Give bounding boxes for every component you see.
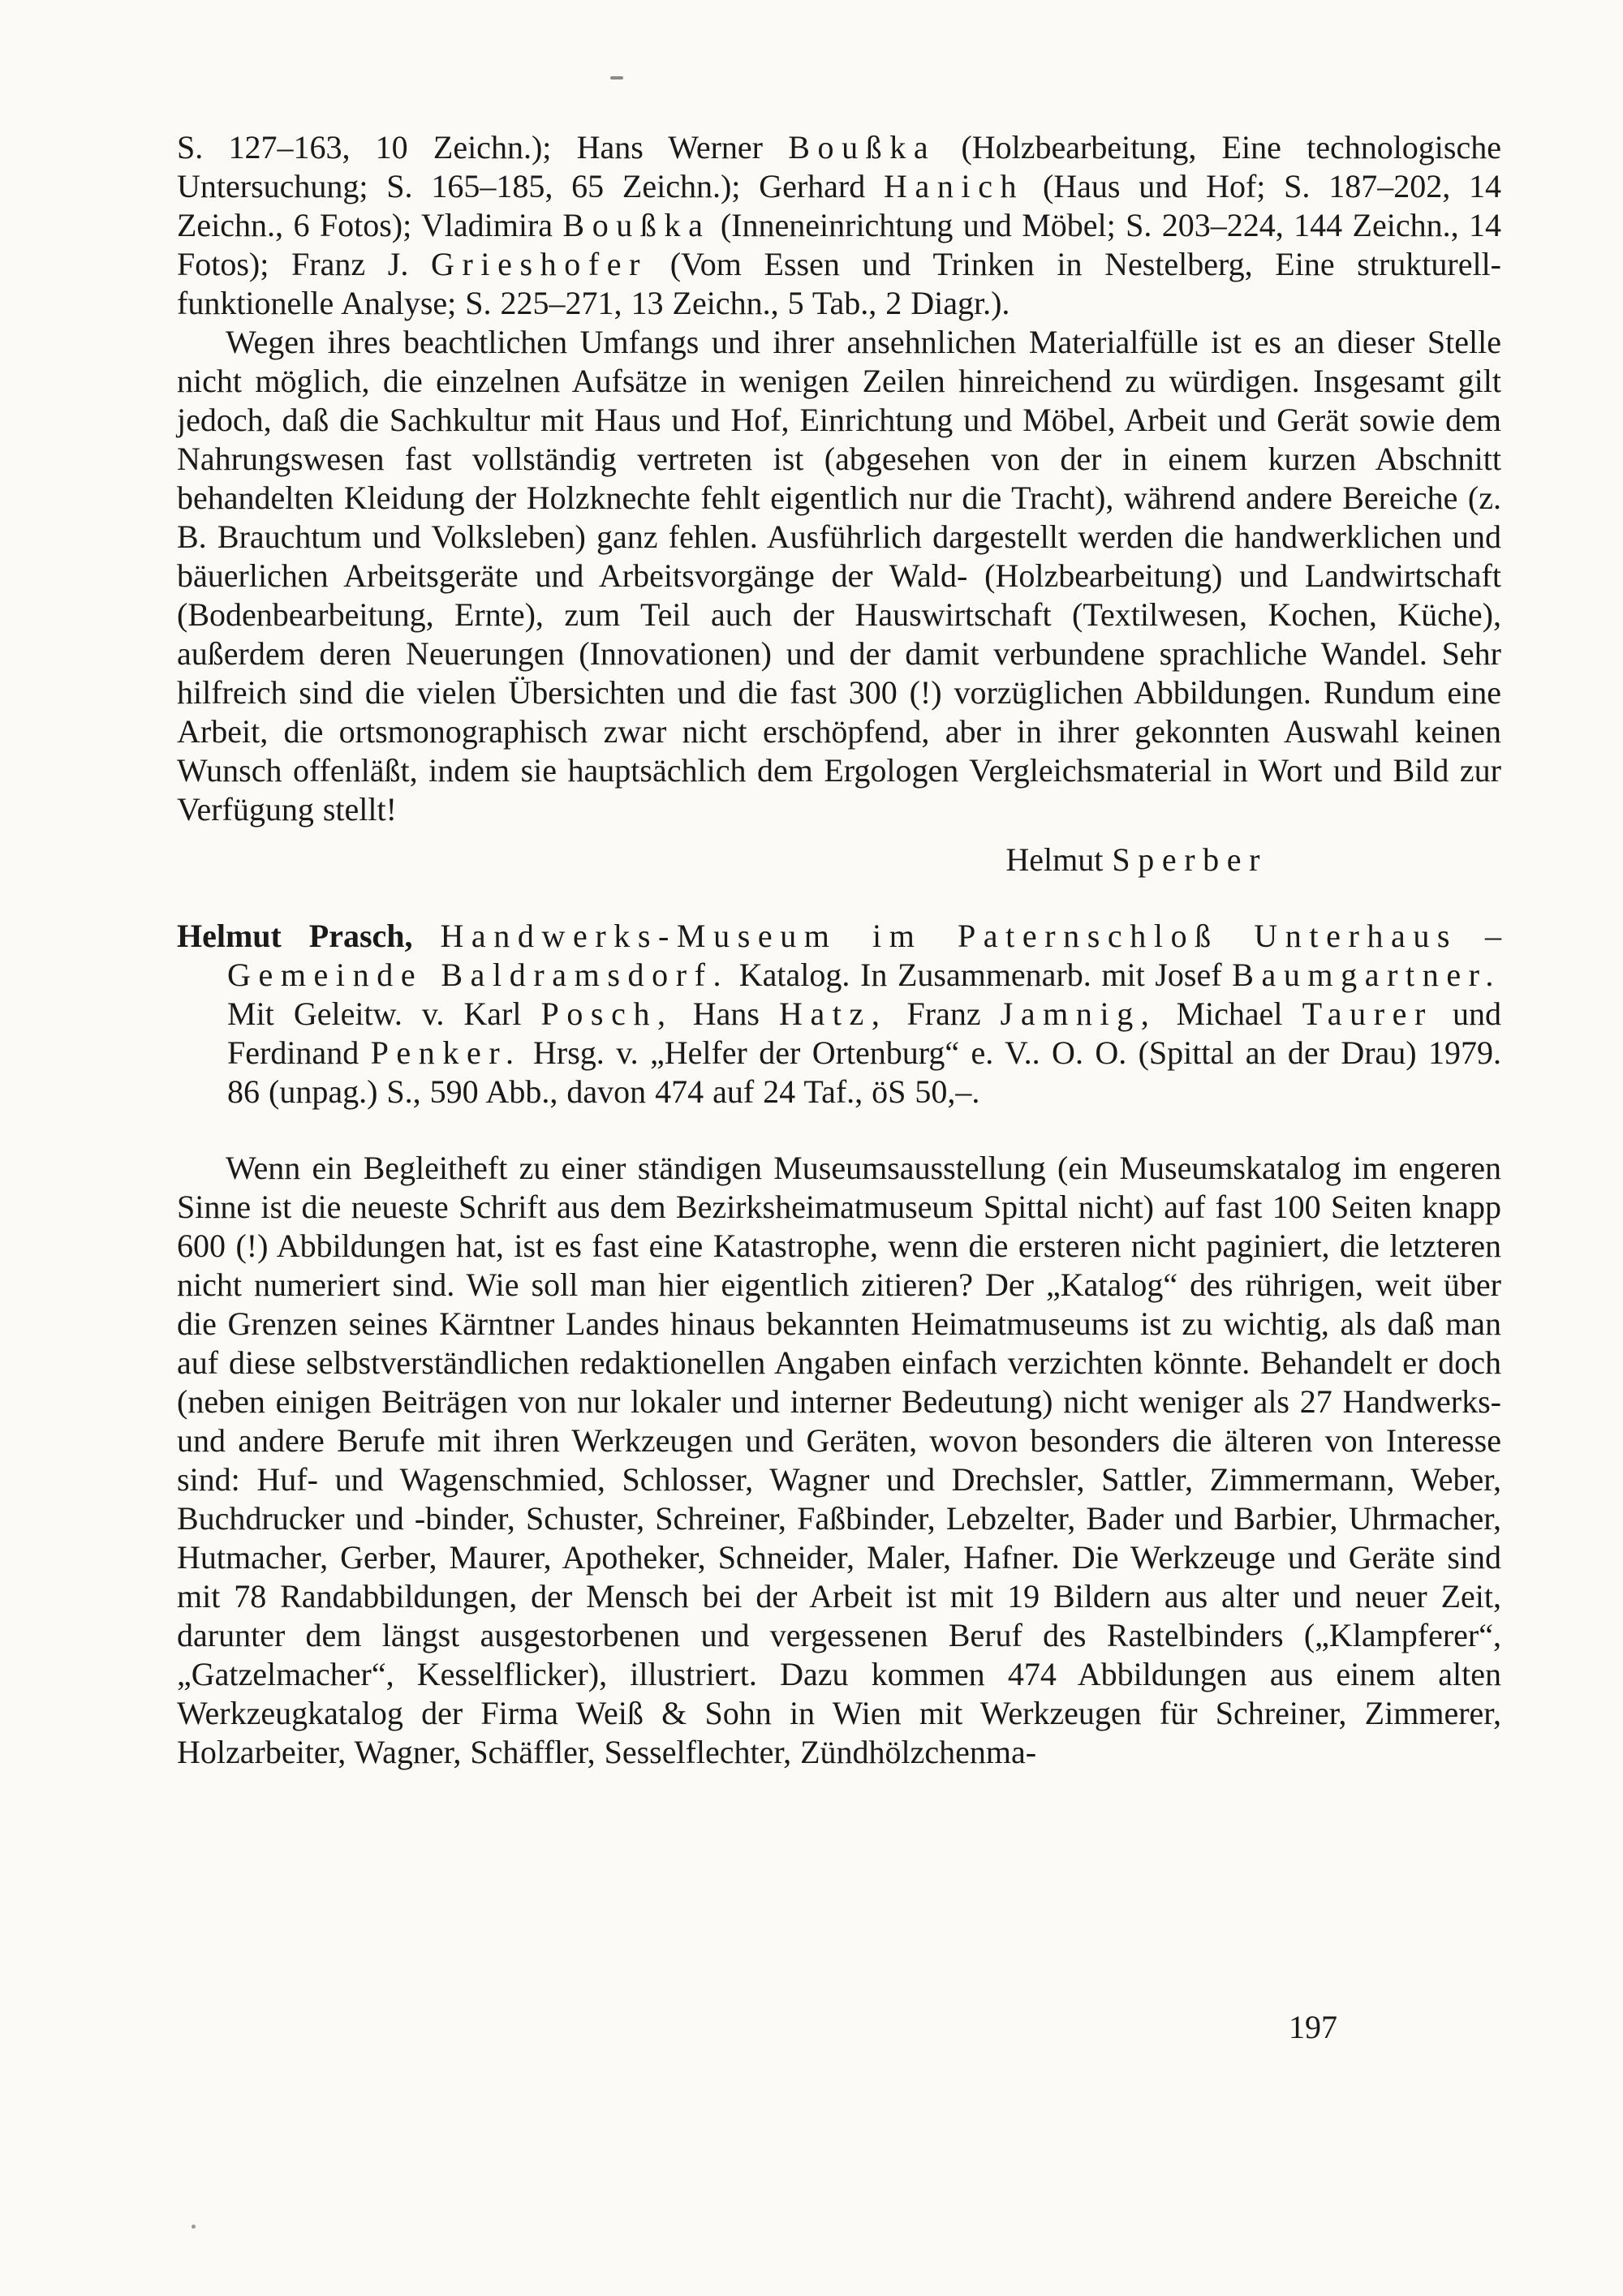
review1-signature <box>177 841 1501 879</box>
letterspaced-name: Hanich <box>884 168 1025 204</box>
text-segment: Wenn ein Begleitheft zu einer ständigen Museumsausstellung (ein Museumskatalog im engeren Sinne ist die neueste Schrift aus dem Bezirksheimatmuseum Spittal nicht) auf fast 100 Seiten knapp 600 (!) Abbildungen hat, ist es fast eine Katastrophe, wenn die ersteren nicht paginiert, die letzteren nicht numeriert sind. Wie soll man hier eigentlich zitieren? Der „Katalog“ des rührigen, weit über die Grenzen seines Kärntner Landes hinaus bekannten Heimatmuseums ist zu wichtig, als daß man auf diese selbstverständlichen redaktionellen Angaben einfach verzichten könnte. Behandelt er doch (neben einigen Beiträgen von nur lokaler und interner Bedeutung) nicht weniger als 27 Handwerks- und andere Berufe mit ihren Werkzeugen und Geräten, wovon besonders die älteren von Interesse sind: Huf- und Wagenschmied, Schlosser, Wagner und Drechsler, Sattler, Zimmermann, Weber, Buchdrucker und -binder, Schuster, Schreiner, Faßbinder, Lebzelter, Bader und Barbier, Uhrmacher, Hutmacher, Gerber, Maurer, Apotheker, Schneider, Maler, Hafner. Die Werkzeuge und Geräte sind mit 78 Randabbildungen, der Mensch bei der Arbeit ist mit 19 Bildern aus alter und neuer Zeit, darunter dem längst ausgestorbenen und vergessenen Beruf des Rastelbinders („Klampferer“, „Gatzelmacher“, Kesselflicker), illustriert. Dazu kommen 474 Abbildungen aus einem alten Werkzeugkatalog der Firma Weiß & Sohn in Wien mit Werkzeugen für Schreiner, Zimmerer, Holzarbeiter, Wagner, Schäffler, Sesselflechter, Zündhölzchenma- <box>177 1150 1501 1770</box>
letterspaced-name: Jamnig, <box>1000 995 1157 1032</box>
text-segment: und Ferdinand <box>227 995 1501 1071</box>
text-segment: (Vom Essen und Trinken in Nestelberg, Eine strukturell-funktionelle Analyse; S. 225–271, 13 Zeichn., 5 Tab., 2 Diagr.). <box>177 246 1502 321</box>
letterspaced-name: Gemeinde Baldramsdorf. <box>227 957 730 993</box>
text-segment: (Haus und Hof; S. 187–202, 14 Zeichn., 6 Fotos); Vladimira <box>177 168 1502 243</box>
text-segment: S. 127–163, 10 Zeichn.); Hans Werner <box>177 129 789 166</box>
review1-continuation <box>177 128 1501 323</box>
letterspaced-name: Penker. <box>370 1034 522 1071</box>
text-segment: Franz <box>887 995 1001 1032</box>
page-number: 197 <box>1289 2009 1337 2045</box>
text-segment: Mit Geleitw. v. Karl <box>227 995 541 1032</box>
letterspaced-name: Handwerks-Museum im Paternschloß Unterhaus <box>440 918 1458 954</box>
letterspaced-name: Baumgartner. <box>1232 957 1501 993</box>
text-column <box>177 128 1501 1772</box>
bold-author-name: Helmut Prasch, <box>177 918 413 954</box>
letterspaced-name: Boußka <box>562 207 711 243</box>
letterspaced-name: Boußka <box>788 129 936 166</box>
review2-bibliographic-entry <box>177 917 1501 1111</box>
text-segment: – <box>1457 918 1501 954</box>
text-segment: Helmut <box>1005 841 1113 878</box>
scan-artifact-dot <box>192 2225 196 2229</box>
text-segment: Katalog. In Zusammenarb. mit Josef <box>729 957 1233 993</box>
text-segment: (Inneneinrichtung und Möbel; S. 203–224, 144 Zeichn., 14 Fotos); Franz J. <box>177 207 1501 282</box>
text-segment: Hans <box>673 995 779 1032</box>
scan-artifact-dash <box>610 76 623 80</box>
letterspaced-name: Grieshofer <box>431 246 648 282</box>
text-segment: Wegen ihres beachtlichen Umfangs und ihrer ansehnlichen Materialfülle ist es an dieser Stelle nicht möglich, die einzelnen Aufsätze in wenigen Zeilen hinreichend zu würdigen. Insgesamt gilt jedoch, daß die Sachkultur mit Haus und Hof, Einrichtung und Möbel, Arbeit und Gerät sowie dem Nahrungswesen fast vollständig vertreten ist (abgesehen von der in einem kurzen Abschnitt behandelten Kleidung der Holzknechte fehlt eigentlich nur die Tracht), während andere Bereiche (z. B. Brauchtum und Volksleben) ganz fehlen. Ausführlich dargestellt werden die handwerklichen und bäuerlichen Arbeitsgeräte und Arbeitsvorgänge der Wald- (Holzbearbeitung) und Landwirtschaft (Bodenbearbeitung, Ernte), zum Teil auch der Hauswirtschaft (Textilwesen, Kochen, Küche), außerdem deren Neuerungen (Innovationen) und der damit verbundene sprachliche Wandel. Sehr hilfreich sind die vielen Übersichten und die fast 300 (!) vorzüglichen Abbildungen. Rundum eine Arbeit, die ortsmonographisch zwar nicht erschöpfend, aber in ihrer gekonnten Auswahl keinen Wunsch offenläßt, indem sie hauptsächlich dem Ergologen Vergleichsmaterial in Wort und Bild zur Verfügung stellt! <box>177 324 1501 828</box>
letterspaced-name: Hatz, <box>778 995 888 1032</box>
letterspaced-name: Posch, <box>540 995 674 1032</box>
letterspaced-name: Taurer <box>1302 995 1433 1032</box>
review1-body <box>177 323 1501 829</box>
review2-body <box>177 1149 1501 1772</box>
text-segment: (Holzbearbeitung, Eine technologische Untersuchung; S. 165–185, 65 Zeichn.); Gerhard <box>177 129 1501 204</box>
text-segment: Hrsg. v. „Helfer der Ortenburg“ e. V.. O. O. (Spittal an der Drau) 1979. 86 (unpag.) S., 590 Abb., davon 474 auf 24 Taf., öS 50,–. <box>227 1034 1502 1110</box>
text-segment: Michael <box>1156 995 1302 1032</box>
letterspaced-name: Sperber <box>1112 841 1268 878</box>
text-segment <box>413 918 441 954</box>
